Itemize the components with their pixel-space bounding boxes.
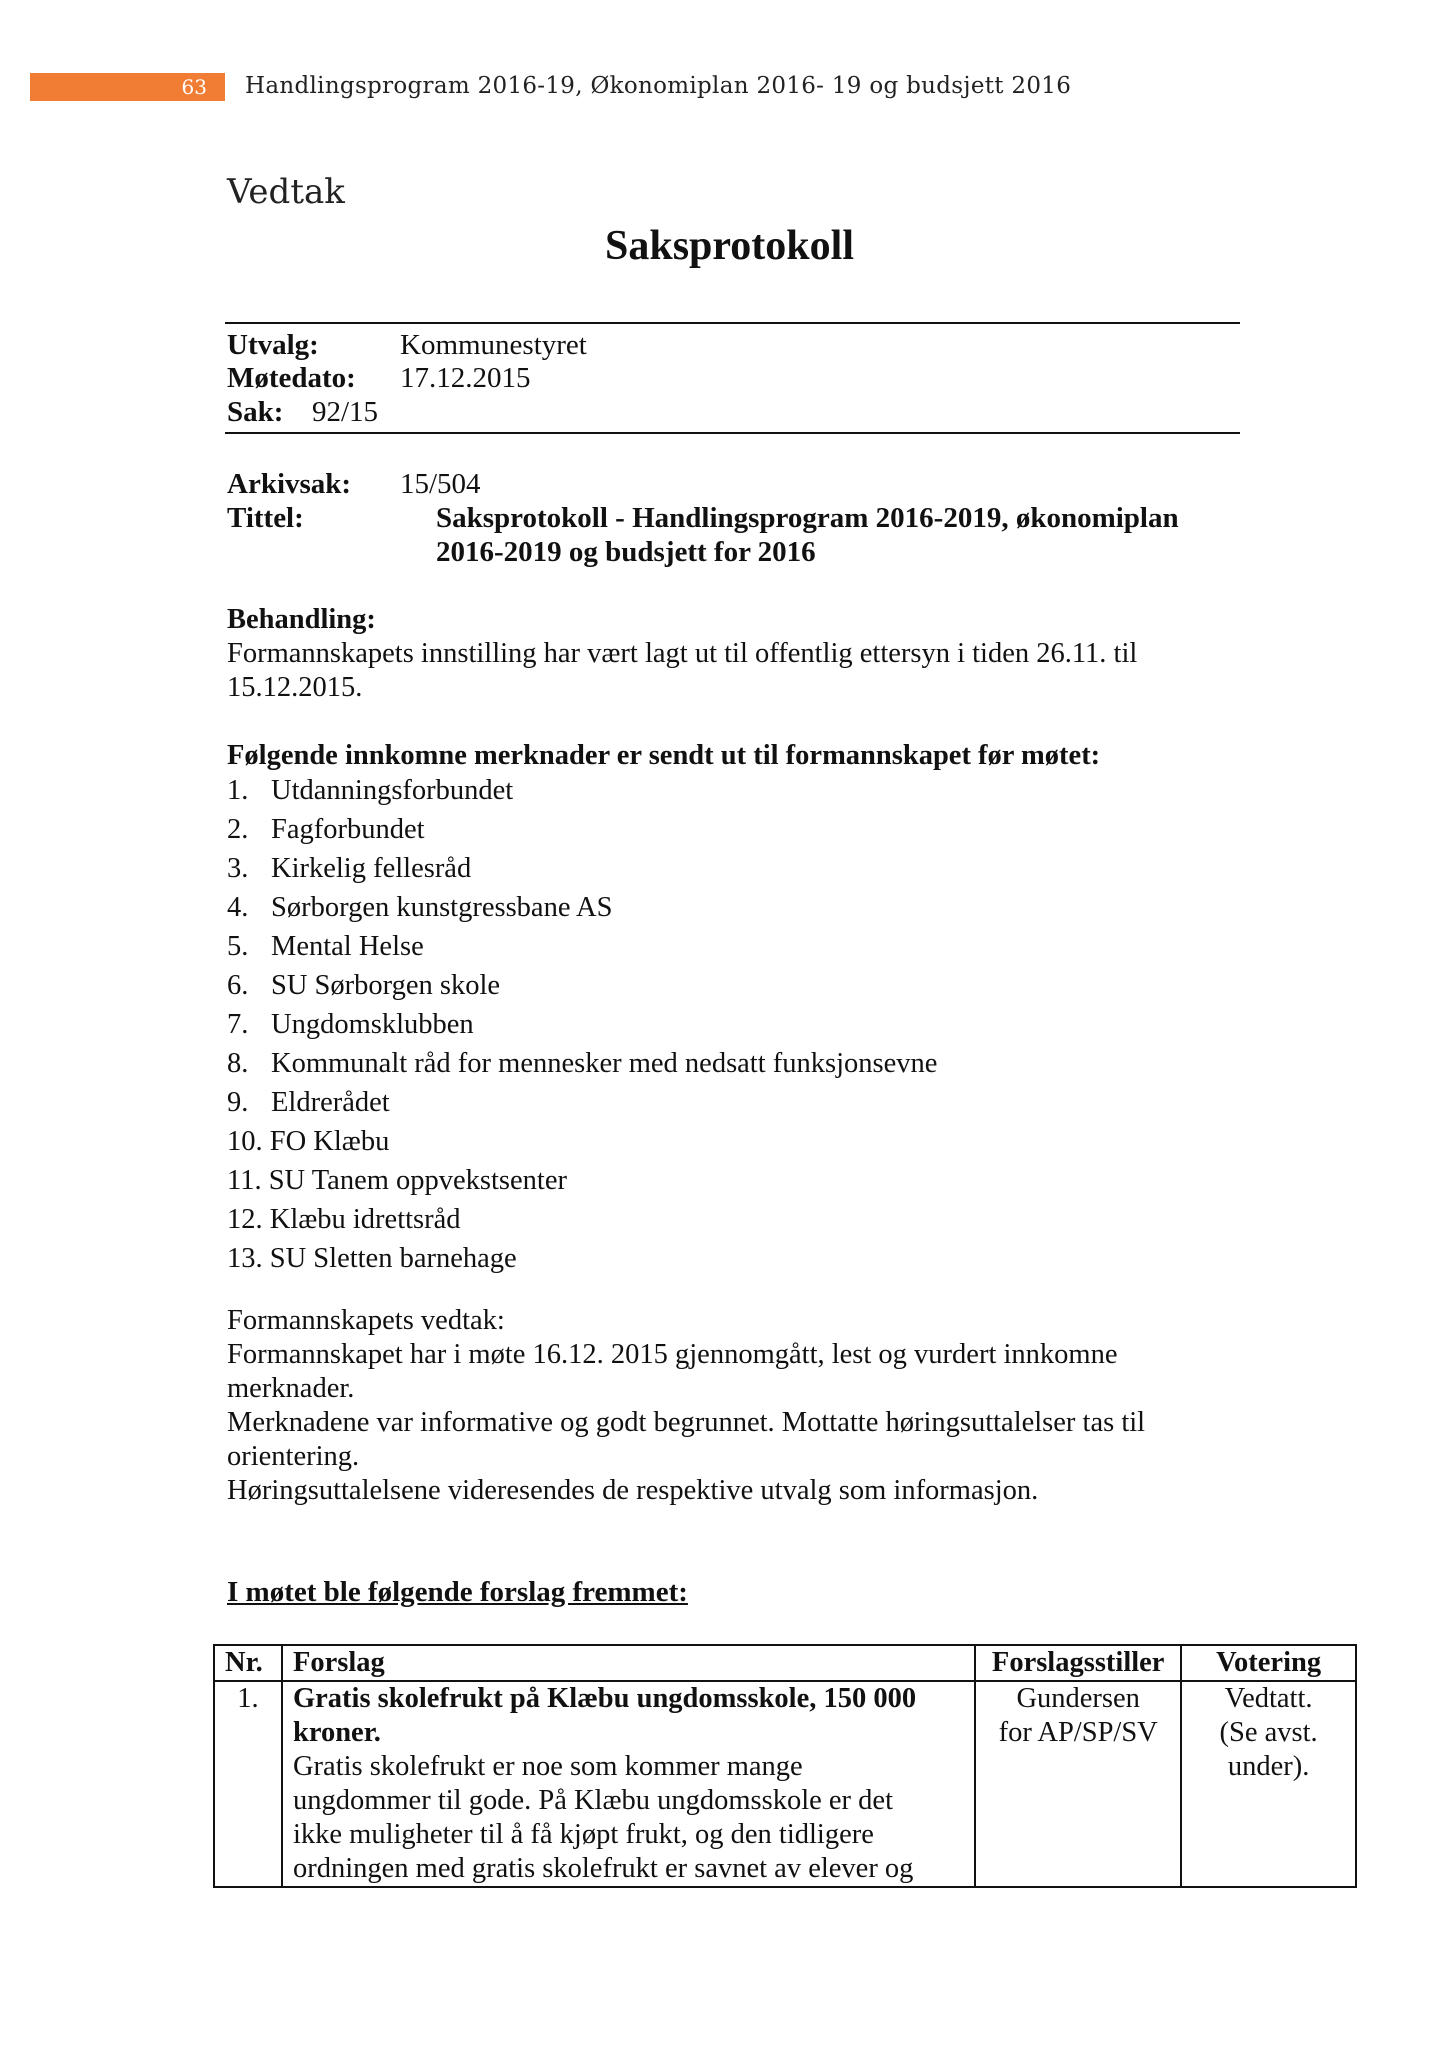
tittel-line-2: 2016-2019 og budsjett for 2016 <box>436 536 816 568</box>
page-number-badge <box>30 73 225 101</box>
list-item: 2. Fagforbundet <box>227 814 425 845</box>
table-header-row <box>214 1645 1356 1681</box>
page-number: 63 <box>181 75 207 99</box>
votering-line-3: under). <box>1227 1751 1310 1782</box>
forslag-heading: I møtet ble følgende forslag fremmet: <box>227 1576 688 1608</box>
vedtak-line-4: orientering. <box>227 1441 360 1472</box>
meta-motedato-label: Møtedato: <box>227 362 356 394</box>
meta-utvalg-label: Utvalg: <box>227 329 319 361</box>
running-header: Handlingsprogram 2016-19, Økonomiplan 2016- 19 og budsjett 2016 <box>245 73 1072 99</box>
header-nr: Nr. <box>214 1645 282 1681</box>
forslag-body-line-4: ordningen med gratis skolefrukt er savnet av elever og <box>292 1853 914 1884</box>
vedtak-heading: Formannskapets vedtak: <box>227 1305 505 1336</box>
stiller-line-2: for AP/SP/SV <box>998 1717 1158 1748</box>
document-title: Saksprotokoll <box>605 223 854 269</box>
forslag-body-line-3: ikke muligheter til å få kjøpt frukt, og den tidligere <box>292 1819 874 1850</box>
list-item: 7. Ungdomsklubben <box>227 1009 474 1040</box>
arkivsak-label: Arkivsak: <box>227 468 352 500</box>
tittel-line-1: Saksprotokoll - Handlingsprogram 2016-2019, økonomiplan <box>436 502 1179 534</box>
cell-forslagsstiller <box>975 1681 1181 1887</box>
list-item: 13. SU Sletten barnehage <box>227 1243 517 1274</box>
vedtak-line-2: merknader. <box>227 1373 355 1404</box>
vedtak-line-1: Formannskapet har i møte 16.12. 2015 gjennomgått, lest og vurdert innkomne <box>227 1339 1118 1370</box>
cell-forslag <box>282 1681 975 1887</box>
list-item: 3. Kirkelig fellesråd <box>227 853 472 884</box>
behandling-heading: Behandling: <box>227 604 376 635</box>
forslag-body-line-2: ungdommer til gode. På Klæbu ungdomsskole er det <box>292 1785 893 1816</box>
top-rule <box>225 322 1240 324</box>
behandling-line-2: 15.12.2015. <box>227 672 363 703</box>
list-item: 11. SU Tanem oppvekstsenter <box>227 1165 567 1196</box>
list-item: 6. SU Sørborgen skole <box>227 970 501 1001</box>
proposals-table <box>213 1644 1357 1888</box>
vedtak-line-3: Merknadene var informative og godt begrunnet. Mottatte høringsuttalelser tas til <box>227 1407 1146 1438</box>
stiller-line-1: Gundersen <box>1016 1683 1140 1714</box>
list-item: 9. Eldrerådet <box>227 1087 390 1118</box>
vedtak-line-5: Høringsuttalelsene videresendes de respektive utvalg som informasjon. <box>227 1475 1039 1506</box>
header-forslagsstiller: Forslagsstiller <box>975 1645 1181 1681</box>
forslag-body-line-1: Gratis skolefrukt er noe som kommer mange <box>292 1751 803 1782</box>
section-label: Vedtak <box>227 172 345 212</box>
forslag-title-line-1: Gratis skolefrukt på Klæbu ungdomsskole, 150 000 <box>292 1683 917 1714</box>
list-item: 10. FO Klæbu <box>227 1126 390 1157</box>
votering-line-2: (Se avst. <box>1219 1717 1318 1748</box>
meta-sak-label: Sak: <box>227 396 284 428</box>
list-item: 12. Klæbu idrettsråd <box>227 1204 461 1235</box>
bottom-rule <box>225 432 1240 434</box>
votering-line-1: Vedtatt. <box>1224 1683 1313 1714</box>
list-item: 8. Kommunalt råd for mennesker med nedsatt funksjonsevne <box>227 1048 938 1079</box>
list-item: 1. Utdanningsforbundet <box>227 775 514 806</box>
header-forslag: Forslag <box>282 1645 975 1681</box>
arkivsak-value: 15/504 <box>400 468 481 500</box>
list-item: 5. Mental Helse <box>227 931 424 962</box>
forslag-title-line-2: kroner. <box>292 1717 381 1748</box>
meta-utvalg-value: Kommunestyret <box>400 329 587 361</box>
merknader-heading: Følgende innkomne merknader er sendt ut til formannskapet før møtet: <box>227 740 1101 771</box>
list-item: 4. Sørborgen kunstgressbane AS <box>227 892 613 923</box>
header-votering: Votering <box>1181 1645 1356 1681</box>
cell-nr: 1. <box>214 1681 282 1887</box>
behandling-line-1: Formannskapets innstilling har vært lagt ut til offentlig ettersyn i tiden 26.11. til <box>227 638 1138 669</box>
merknader-list <box>227 771 937 1278</box>
meta-sak-value: 92/15 <box>312 396 379 428</box>
meta-motedato-value: 17.12.2015 <box>400 362 531 394</box>
cell-votering <box>1181 1681 1356 1887</box>
tittel-label: Tittel: <box>227 502 304 534</box>
table-row <box>214 1681 1356 1887</box>
